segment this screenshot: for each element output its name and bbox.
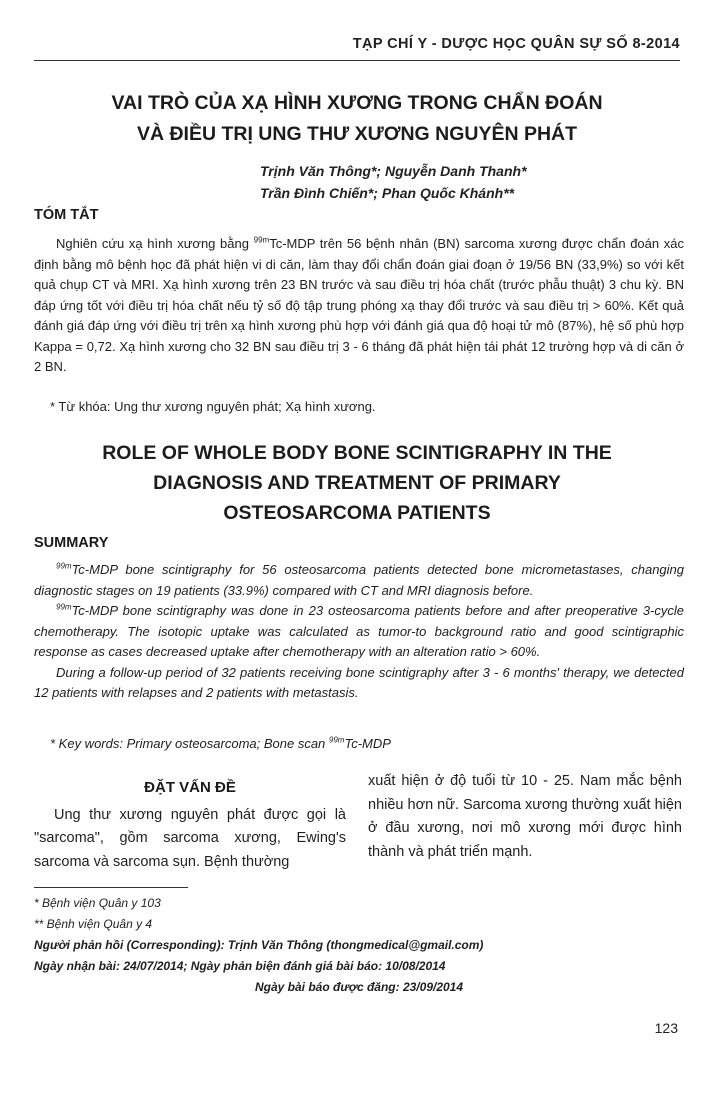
authors-line-1: Trịnh Văn Thông*; Nguyễn Danh Thanh* xyxy=(260,163,527,179)
footnote-published: Ngày bài báo được đăng: 23/09/2014 xyxy=(254,980,464,994)
isotope-superscript: 99m xyxy=(56,602,72,612)
author-list xyxy=(260,160,620,204)
english-title-line-2: DIAGNOSIS AND TREATMENT OF PRIMARY xyxy=(153,472,561,494)
abstract-vi xyxy=(34,234,684,378)
isotope-superscript: 99m xyxy=(253,235,270,245)
intro-right-column xyxy=(368,770,682,864)
vietnamese-title-line-1: VAI TRÒ CỦA XẠ HÌNH XƯƠNG TRONG CHẨN ĐOÁN xyxy=(111,92,603,114)
footnote-corresponding: Người phản hồi (Corresponding): Trịnh Văn Thông (thongmedical@gmail.com) xyxy=(34,938,484,952)
intro-left-text: Ung thư xương nguyên phát được gọi là "sarcoma", gồm sarcoma xương, Ewing's sarcoma và sarcoma sụn. Bệnh thường xyxy=(34,806,346,870)
intro-heading: ĐẶT VẤN ĐỀ xyxy=(144,779,236,796)
intro-left-column xyxy=(34,776,346,874)
abstract-heading-vi: TÓM TẮT xyxy=(34,207,99,223)
summary-paragraph-2 xyxy=(34,601,684,663)
abstract-vi-text: Tc-MDP trên 56 bệnh nhân (BN) sarcoma xương được chẩn đoán xác định bằng mô bệnh học đã phát hiện vi di căn, làm thay đổi chẩn đoán giai đoạn ở 19/56 BN (33,9%) so với kết quả chụp CT và MRI. Xạ hình xương trên 23 BN trước và sau điều trị hóa chất (trước phẫu thuật) 3 chu kỳ. BN đáp ứng tốt với điều trị hóa chất nếu tỷ số độ tập trung phóng xạ thay đổi trước và sau điều trị > 60%. Kết quả đánh giá đáp ứng với điều trị trên xạ hình xương phù hợp với đánh giá qua độ hoại tử mô (87%), hệ số phù hợp Kappa = 0,72. Xạ hình xương cho 32 BN sau điều trị 3 - 6 tháng đã phát hiện tái phát 12 trường hợp và di căn ở 2 BN. xyxy=(34,236,684,374)
footnote-rule xyxy=(34,887,188,888)
authors-line-2: Trần Đình Chiến*; Phan Quốc Khánh** xyxy=(260,185,515,201)
summary-paragraph-1 xyxy=(34,560,684,601)
summary-paragraph-3: During a follow-up period of 32 patients receiving bone scintigraphy after 3 - 6 months' therapy, we detected 12 patients with relapses and 2 patients with metastasis. xyxy=(34,664,684,700)
english-title-line-3: OSTEOSARCOMA PATIENTS xyxy=(223,502,491,524)
keywords-en xyxy=(50,734,700,755)
vietnamese-title xyxy=(30,88,684,150)
summary-paragraph-2-text: Tc-MDP bone scintigraphy was done in 23 osteosarcoma patients before and after preoperative 3-cycle chemotherapy. The isotopic uptake was calculated as tumor-to background ratio and good scintigraphic response as cases decreased uptake after chemotherapy with an alteration ratio > 60%. xyxy=(34,603,684,659)
summary-heading: SUMMARY xyxy=(34,535,109,551)
footnote-affiliation-1: * Bệnh viện Quân y 103 xyxy=(34,896,161,910)
english-title xyxy=(30,438,684,528)
summary-paragraph-1-text: Tc-MDP bone scintigraphy for 56 osteosarcoma patients detected bone micrometastases, changing diagnostic stages on 19 patients (33.9%) compared with CT and MRI diagnosis before. xyxy=(34,562,684,598)
footnotes xyxy=(34,893,684,998)
vietnamese-title-line-2: VÀ ĐIỀU TRỊ UNG THƯ XƯƠNG NGUYÊN PHÁT xyxy=(136,123,578,145)
keywords-en-text: * Key words: Primary osteosarcoma; Bone scan xyxy=(50,736,329,751)
page-number: 123 xyxy=(654,1020,678,1036)
english-title-line-1: ROLE OF WHOLE BODY BONE SCINTIGRAPHY IN THE xyxy=(102,442,612,464)
running-header: TẠP CHÍ Y - DƯỢC HỌC QUÂN SỰ SỐ 8-2014 xyxy=(352,36,680,52)
isotope-superscript: 99m xyxy=(56,561,72,571)
keywords-vi: * Từ khóa: Ung thư xương nguyên phát; Xạ hình xương. xyxy=(50,399,376,414)
summary-body xyxy=(34,560,684,704)
isotope-superscript: 99m xyxy=(328,735,345,745)
intro-right-text: xuất hiện ở độ tuổi từ 10 - 25. Nam mắc bệnh nhiều hơn nữ. Sarcoma xương thường xuất hiện ở đầu xương, nơi mô xương mới được hình thành và phát triển mạnh. xyxy=(368,773,682,860)
header-rule xyxy=(34,60,680,61)
footnote-dates: Ngày nhận bài: 24/07/2014; Ngày phản biện đánh giá bài báo: 10/08/2014 xyxy=(34,959,446,973)
keywords-en-isotope: Tc-MDP xyxy=(344,736,391,751)
footnote-affiliation-2: ** Bệnh viện Quân y 4 xyxy=(34,917,153,931)
abstract-vi-text-start: Nghiên cứu xạ hình xương bằng xyxy=(56,236,254,251)
